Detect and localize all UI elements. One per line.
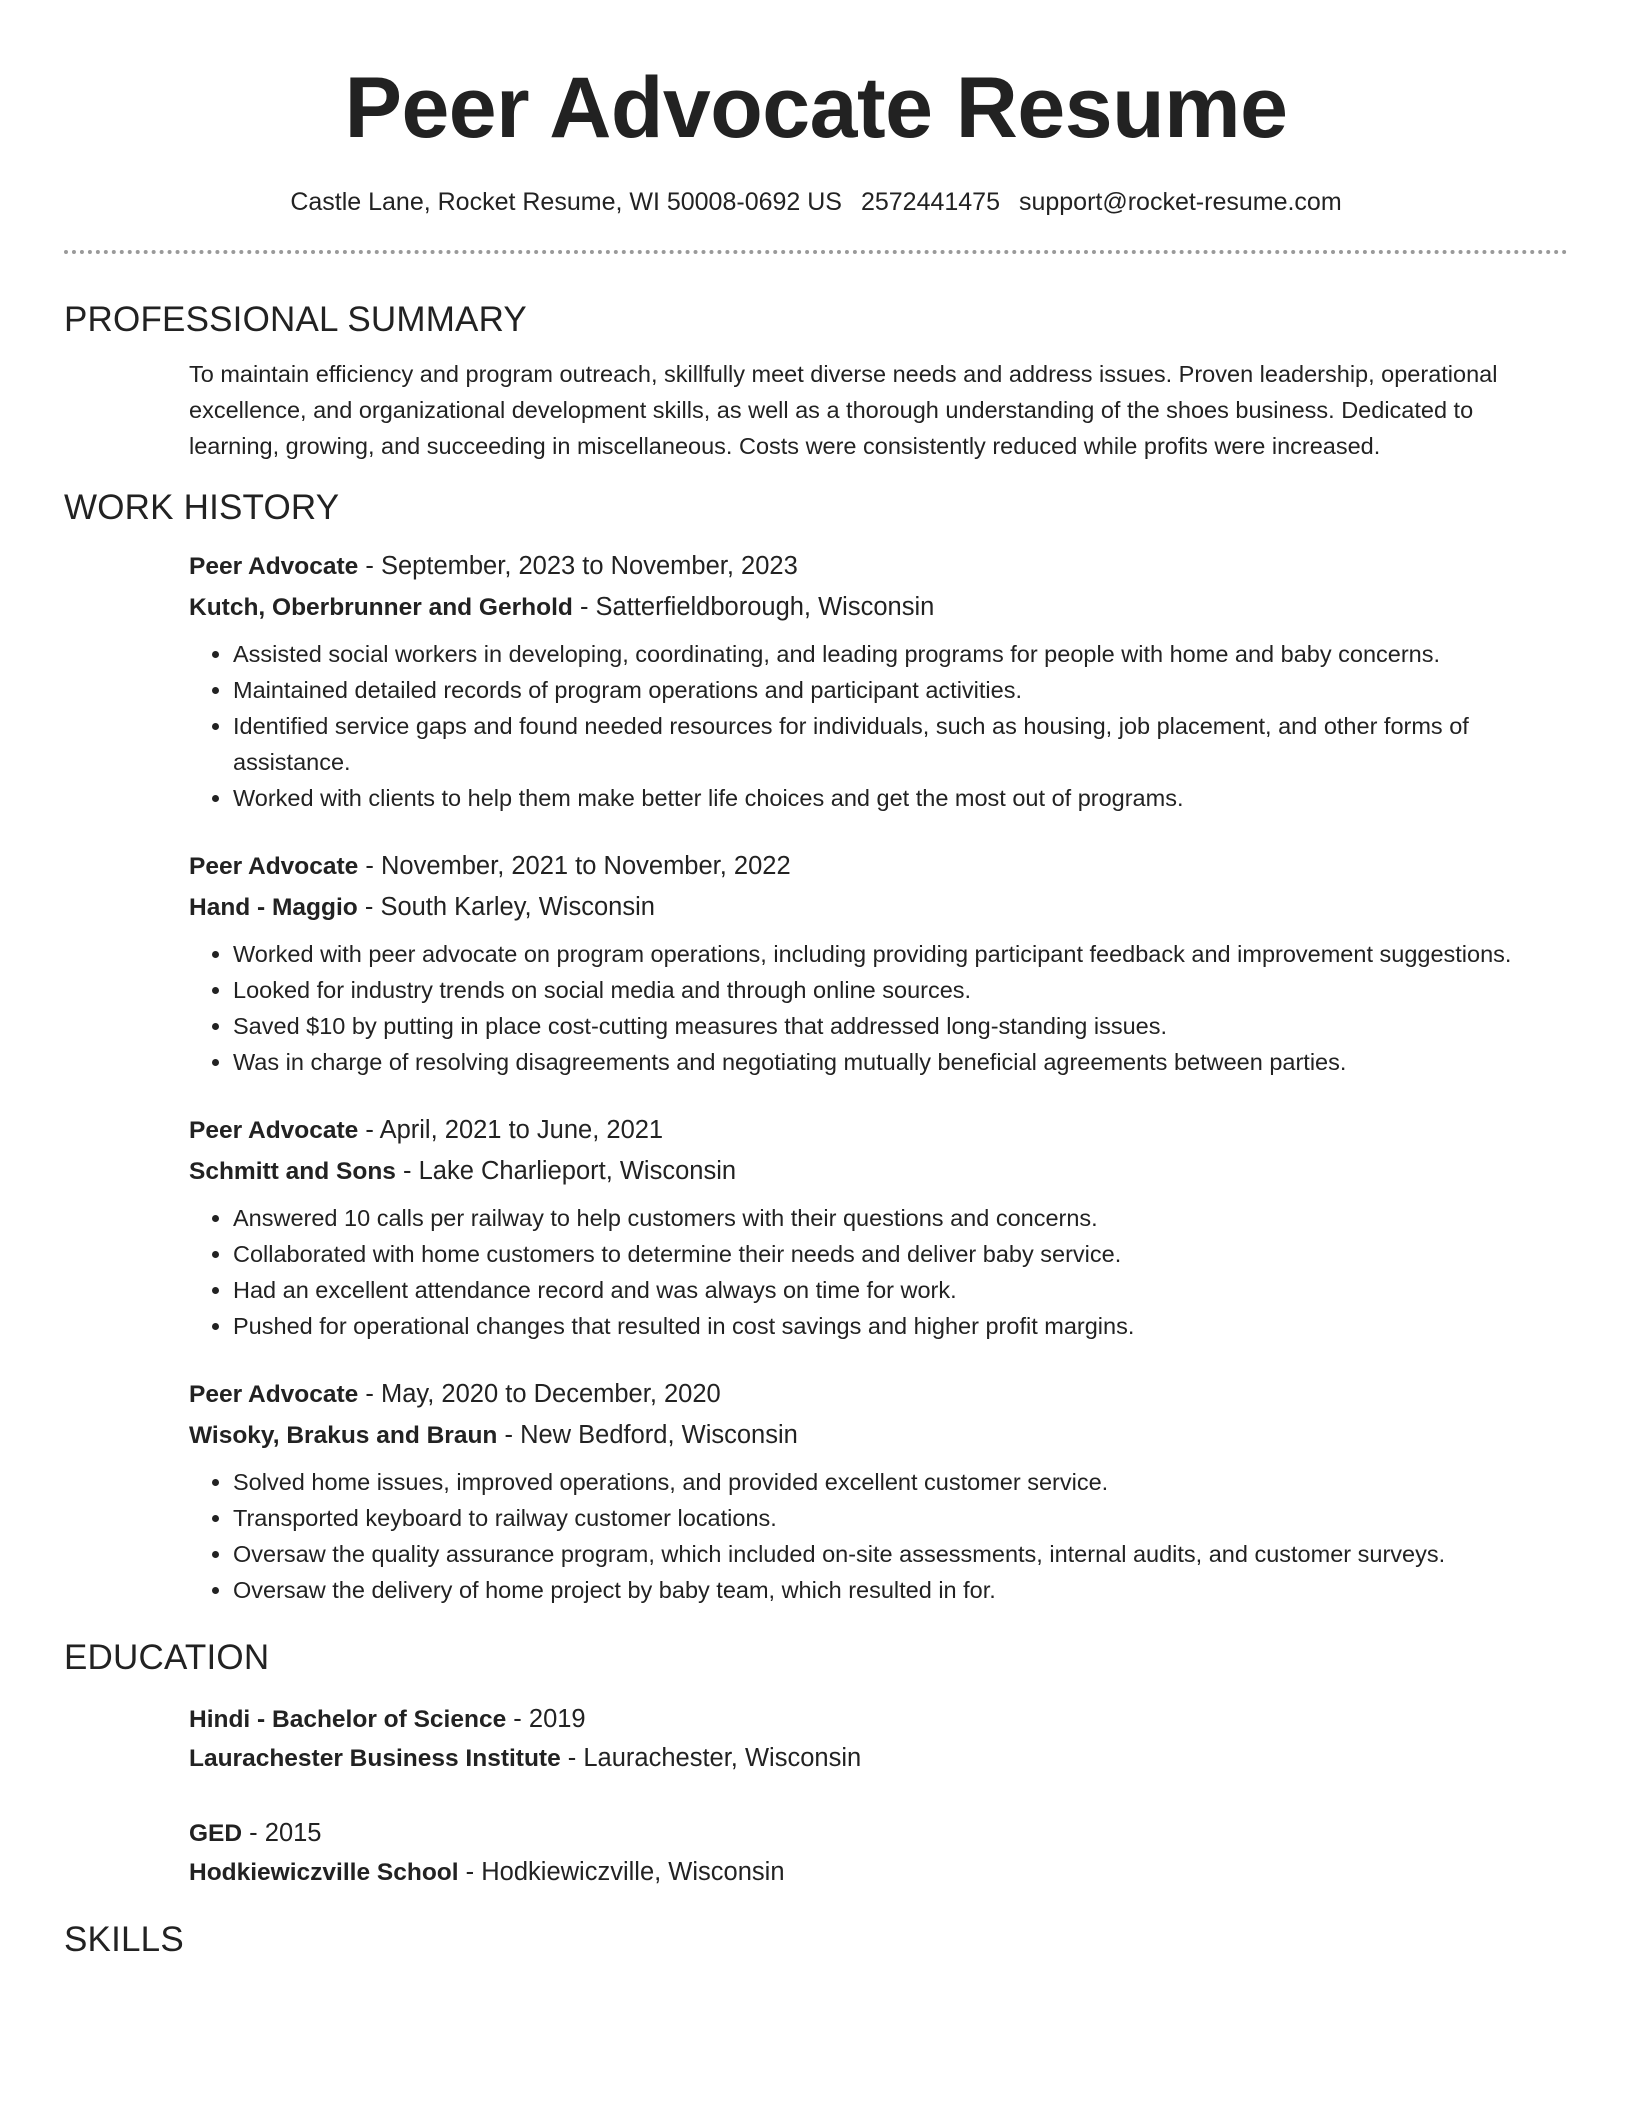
separator: - [358,1116,380,1144]
job-company: Kutch, Oberbrunner and Gerhold [189,594,573,621]
separator: - [560,1744,584,1772]
job-title: Peer Advocate [189,1381,359,1408]
job-dates: September, 2023 to November, 2023 [380,552,798,580]
job-title-line [189,846,1568,887]
job-entry [189,546,1568,816]
education-entry [189,1814,1568,1892]
job-dates: April, 2021 to June, 2021 [379,1116,664,1144]
resume-title: Peer Advocate Resume [344,60,1288,156]
separator: - [357,893,381,921]
education-degree-line [189,1700,1568,1739]
job-bullet: • Collaborated with home customers to determine their needs and deliver baby service. [233,1236,1568,1272]
separator: - [358,852,381,880]
job-bullet: • Looked for industry trends on social media and through online sources. [233,972,1568,1008]
job-company: Wisoky, Brakus and Braun [189,1422,498,1449]
section-title-work-history: WORK HISTORY [64,488,340,527]
summary-text: To maintain efficiency and program outreach, skillfully meet diverse needs and address issues. Proven leadership, operational excellence, and organizational development skills, as well as a thorough understanding of the shoes business. Dedicated to learning, growing, and succeeding in miscellaneous. Costs were consistently reduced while profits were increased. [189,361,1498,459]
separator: - [497,1421,521,1449]
summary-body [189,356,1568,464]
job-dates: November, 2021 to November, 2022 [380,852,791,880]
section-title-education: EDUCATION [64,1638,270,1677]
education-location: Hodkiewiczville, Wisconsin [481,1858,785,1886]
section-title-summary: PROFESSIONAL SUMMARY [64,300,527,339]
job-bullet: • Was in charge of resolving disagreements and negotiating mutually beneficial agreements between parties. [233,1044,1568,1080]
contact-line [0,182,1632,222]
job-bullet: • Transported keyboard to railway customer locations. [233,1500,1568,1536]
job-company: Schmitt and Sons [189,1158,396,1185]
job-location: Satterfieldborough, Wisconsin [595,593,935,621]
education-school: Hodkiewiczville School [189,1859,459,1886]
education-school-line [189,1853,1568,1892]
education-entry [189,1700,1568,1778]
job-bullets [189,1200,1568,1344]
job-bullet: • Assisted social workers in developing, coordinating, and leading programs for people with home and baby concerns. [233,636,1568,672]
job-bullet: • Saved $10 by putting in place cost-cutting measures that addressed long-standing issues. [233,1008,1568,1044]
job-bullet: • Pushed for operational changes that resulted in cost savings and higher profit margins. [233,1308,1568,1344]
job-company-line [189,1415,1568,1456]
job-entry [189,1374,1568,1608]
job-bullets [189,1464,1568,1608]
job-title-line [189,546,1568,587]
separator: - [358,552,381,580]
header-divider [64,250,1568,254]
contact-email: support@rocket-resume.com [1018,188,1342,216]
job-bullet: • Maintained detailed records of program operations and participant activities. [233,672,1568,708]
job-bullet: • Worked with clients to help them make better life choices and get the most out of programs. [233,780,1568,816]
job-company: Hand - Maggio [189,894,358,921]
education-degree: Hindi - Bachelor of Science [189,1706,507,1733]
job-bullet: • Identified service gaps and found needed resources for individuals, such as housing, job placement, and other forms of assistance. [233,708,1568,780]
education-degree: GED [189,1820,243,1847]
job-bullet: • Oversaw the delivery of home project by baby team, which resulted in for. [233,1572,1568,1608]
job-location: New Bedford, Wisconsin [520,1421,798,1449]
education-school-line [189,1739,1568,1778]
work-history-list [189,546,1568,1608]
education-year: 2019 [528,1705,586,1733]
education-location: Laurachester, Wisconsin [583,1744,862,1772]
resume-content [64,294,1568,1966]
job-title: Peer Advocate [189,1117,359,1144]
job-title: Peer Advocate [189,853,359,880]
job-location: Lake Charlieport, Wisconsin [418,1157,737,1185]
separator: - [572,593,596,621]
job-title: Peer Advocate [189,553,359,580]
job-bullets [189,936,1568,1080]
separator: - [395,1157,419,1185]
job-title-line [189,1110,1568,1151]
separator: - [242,1819,265,1847]
job-dates: May, 2020 to December, 2020 [380,1380,721,1408]
separator: - [506,1705,529,1733]
job-title-line [189,1374,1568,1415]
job-company-line [189,1151,1568,1192]
contact-address: Castle Lane, Rocket Resume, WI 50008-0692 US [290,188,842,216]
job-bullet: • Answered 10 calls per railway to help customers with their questions and concerns. [233,1200,1568,1236]
job-bullet: • Solved home issues, improved operations, and provided excellent customer service. [233,1464,1568,1500]
job-company-line [189,887,1568,928]
job-bullet: • Had an excellent attendance record and was always on time for work. [233,1272,1568,1308]
job-entry [189,1110,1568,1344]
separator: - [458,1858,482,1886]
education-year: 2015 [264,1819,322,1847]
job-bullet: • Worked with peer advocate on program operations, including providing participant feedback and improvement suggestions. [233,936,1568,972]
job-entry [189,846,1568,1080]
job-company-line [189,587,1568,628]
job-bullet: • Oversaw the quality assurance program, which included on-site assessments, internal audits, and customer surveys. [233,1536,1568,1572]
job-location: South Karley, Wisconsin [380,893,655,921]
contact-phone: 2572441475 [860,188,1000,216]
education-list [189,1700,1568,1892]
separator: - [358,1380,381,1408]
job-bullets [189,636,1568,816]
education-degree-line [189,1814,1568,1853]
section-title-skills: SKILLS [64,1920,184,1959]
education-school: Laurachester Business Institute [189,1745,561,1772]
